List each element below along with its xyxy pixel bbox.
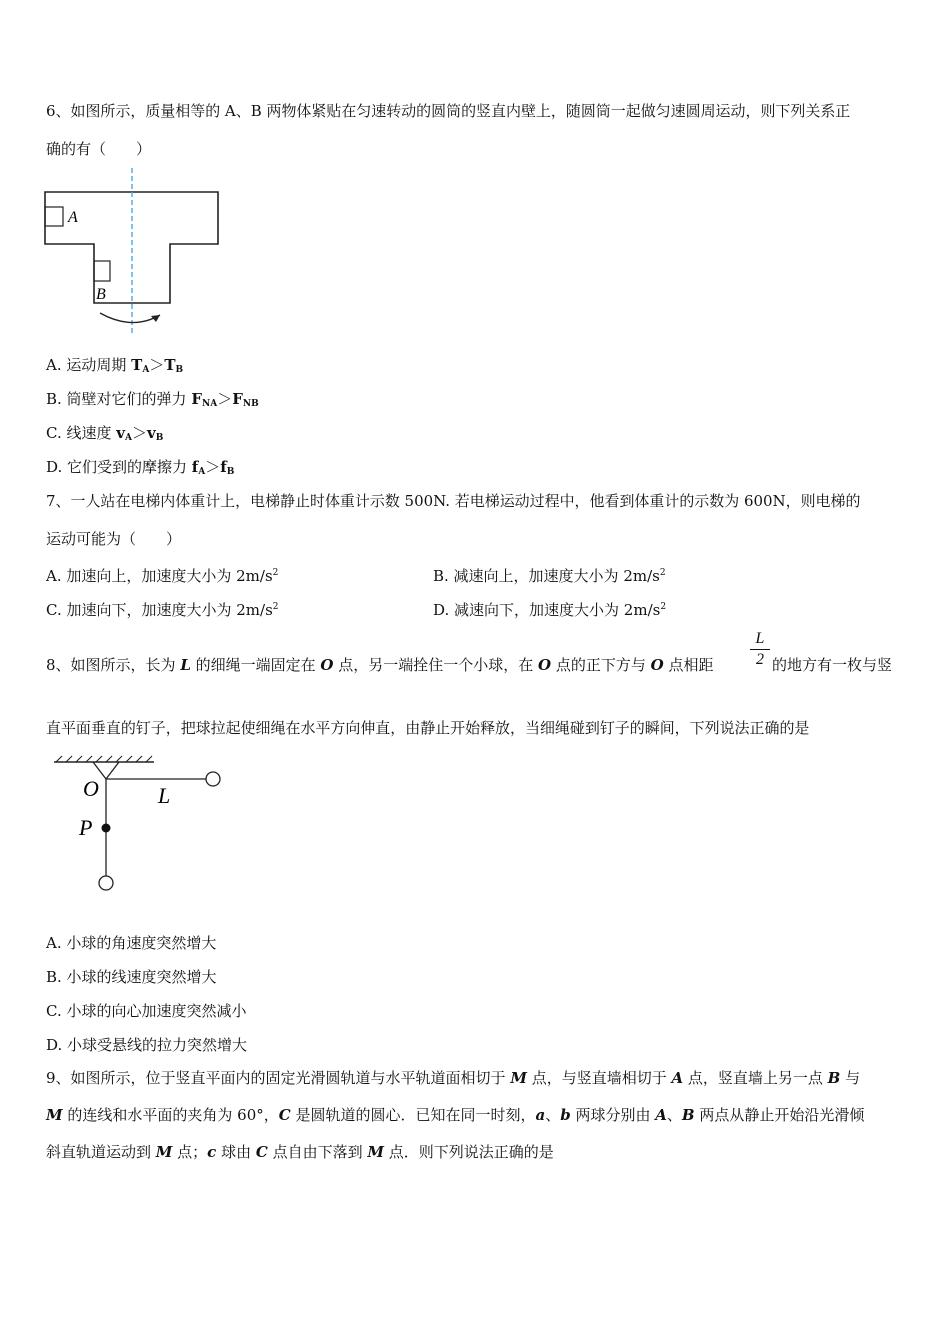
q8-option-c: C. 小球的向心加速度突然减小 — [46, 1002, 247, 1020]
q8-label-p: P — [79, 815, 93, 840]
q8-pendulum-figure — [46, 755, 236, 900]
q6-label-b: B — [96, 286, 106, 303]
q8-option-b: B. 小球的线速度突然增大 — [46, 968, 217, 986]
q8-stem-line1: 8、如图所示，长为 L 的细绳一端固定在 O 点，另一端拴住一个小球，在 O 点的正下方与 O 点相距 — [46, 656, 714, 674]
q8-fraction-l-over-2 — [750, 630, 770, 669]
q8-option-a: A. 小球的角速度突然增大 — [46, 934, 217, 952]
q6-option-c: C. 线速度 $v_A>v_B$ — [46, 424, 164, 443]
q6-option-b: B. 筒壁对它们的弹力 $F_{NA}>F_{NB}$ — [46, 390, 259, 409]
q6-option-a: A. 运动周期 $T_A>T_B$ — [46, 356, 184, 375]
q7-option-a: A. 加速向上，加速度大小为 $2m/s^2$ — [46, 567, 279, 585]
q6-option-d: D. 它们受到的摩擦力 $f_A>f_B$ — [46, 458, 235, 477]
q8-stem-line2: 直平面垂直的钉子，把球拉起使细绳在水平方向伸直，由静止开始释放，当细绳碰到钉子的瞬间，下列说法正确的是 — [46, 719, 810, 737]
frac-numerator: L — [755, 630, 765, 647]
q7-option-d: D. 减速向下，加速度大小为 $2m/s^2$ — [433, 601, 667, 619]
q6-cylinder-figure — [40, 166, 225, 336]
frac-denominator: 2 — [756, 651, 764, 668]
q6-stem-line1: 6、如图所示，质量相等的 A、B 两物体紧贴在匀速转动的圆筒的竖直内壁上，随圆筒一起做匀速圆周运动，则下列关系正 — [46, 102, 851, 120]
q8-stem-line1-end: 的地方有一枚与竖 — [772, 656, 893, 674]
q8-option-d: D. 小球受悬线的拉力突然增大 — [46, 1036, 248, 1054]
q9-stem-line2: M 的连线和水平面的夹角为 60°，C 是圆轨道的圆心．已知在同一时刻，a、b 两球分别由 A、B 两点从静止开始沿光滑倾 — [46, 1106, 865, 1124]
q7-stem-line2: 运动可能为（ ） — [46, 530, 182, 548]
q7-option-c: C. 加速向下，加速度大小为 $2m/s^2$ — [46, 601, 279, 619]
q8-label-l: L — [158, 783, 171, 808]
q9-stem-line1: 9、如图所示，位于竖直平面内的固定光滑圆轨道与水平轨道面相切于 M 点，与竖直墙相切于 A 点，竖直墙上另一点 B 与 — [46, 1069, 861, 1087]
q7-stem-line1: 7、一人站在电梯内体重计上，电梯静止时体重计示数 500N. 若电梯运动过程中，他看到体重计的示数为 600N，则电梯的 — [46, 492, 861, 510]
q9-stem-line3: 斜直轨道运动到 M 点；c 球由 C 点自由下落到 M 点．则下列说法正确的是 — [46, 1143, 554, 1161]
q6-stem-line2: 确的有（ ） — [46, 140, 152, 158]
q6-label-a: A — [68, 209, 78, 226]
frac-bar — [750, 649, 770, 650]
q8-label-o: O — [83, 776, 99, 801]
q7-option-b: B. 减速向上，加速度大小为 $2m/s^2$ — [433, 567, 666, 585]
